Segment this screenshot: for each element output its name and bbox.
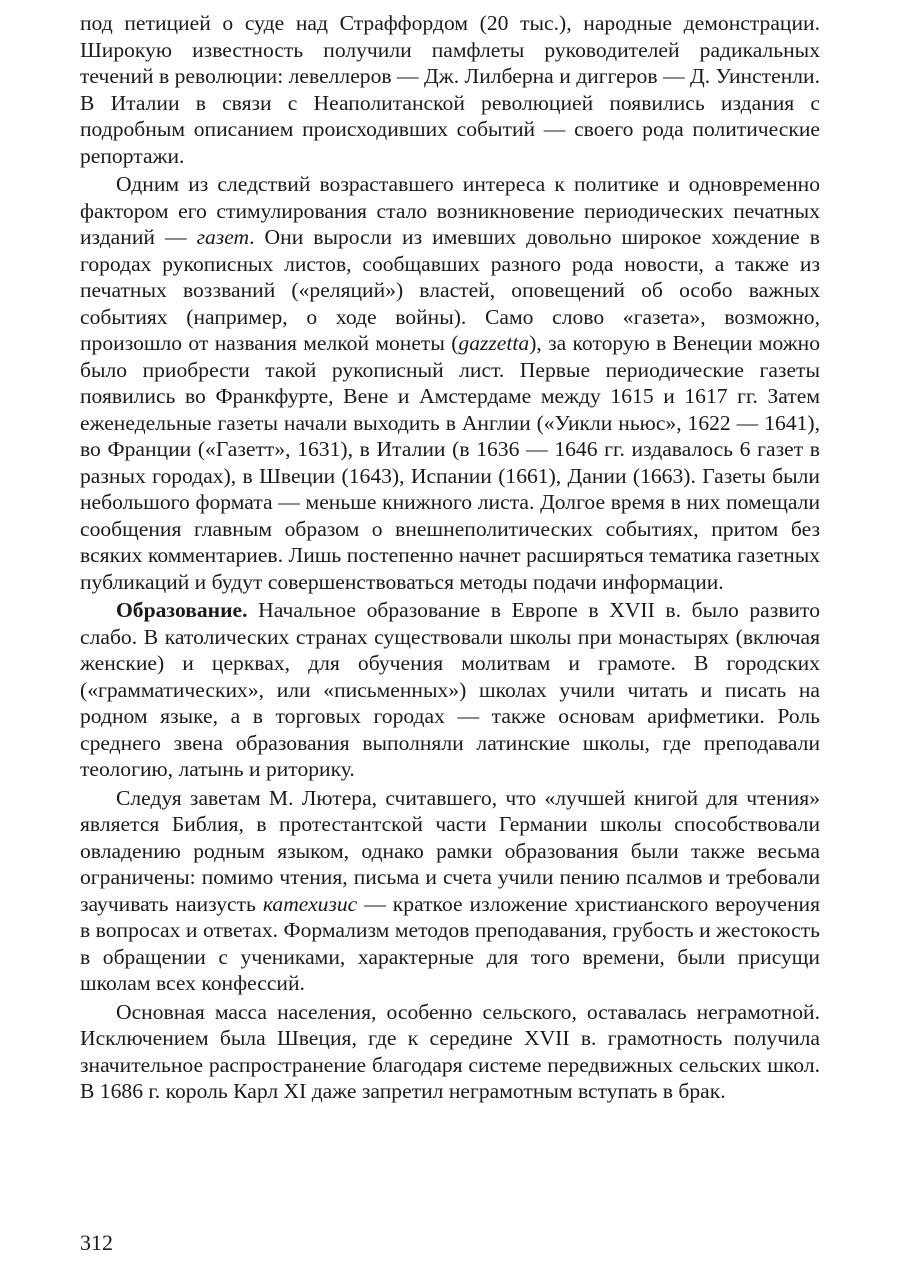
section-heading-education: Образование. — [116, 598, 248, 622]
literacy-text: Основная масса населения, особенно сельского, оставалась неграмотной. Исключением была Швеция, где к середине XVII в. грамотность получила значительное распространение благодаря системе передвижных сельских школ. В 1686 г. король Карл XI даже запретил неграмотным вступать в брак. — [80, 999, 820, 1103]
page-body — [80, 10, 820, 1105]
newspapers-text-3: ), за которую в Венеции можно было приобрести такой рукописный лист. Первые периодические газеты появились во Франкфурте, Вене и Амстердаме между 1615 и 1617 гг. Затем еженедельные газеты начали выходить в Англии («Уикли ньюс», 1622 — 1641), во Франции («Газетт», 1631), в Италии (в 1636 — 1646 гг. издавалось 6 газет в разных городах), в Швеции (1643), Испании (1661), Дании (1663). Газеты были небольшого формата — меньше книжного листа. Долгое время в них помещали сообщения главным образом о внешнеполитических событиях, притом без всяких комментариев. Лишь постепенно начнет расширяться тематика газетных публикаций и будут совершенствоваться методы подачи информации. — [80, 331, 820, 594]
term-gazety: газет — [196, 225, 250, 249]
paragraph-newspapers — [80, 171, 820, 595]
paragraph-education — [80, 597, 820, 783]
newspapers-text-2: . Они выросли из имевших довольно широкое хождение в городах рукописных листов, сообщавших разного рода новости, а также из печатных воззваний («реляций») властей, оповещений об особо важных событиях (например, о ходе войны). Само слово «газета», возможно, произошло от названия мелкой монеты ( — [80, 225, 820, 355]
luther-text-2: — краткое изложение христианского вероучения в вопросах и ответах. Формализм методов преподавания, грубость и жестокость в обращении с учениками, характерные для того времени, были присущи школам всех конфессий. — [80, 891, 820, 995]
paragraph-luther — [80, 785, 820, 997]
paragraph-petition — [80, 10, 820, 169]
term-gazzetta: gazzetta — [458, 331, 530, 355]
luther-text-1: Следуя заветам М. Лютера, считавшего, что «лучшей книгой для чтения» является Библия, в протестантской части Германии школы способствовали овладению родным языком, однако рамки образования были также весьма ограничены: помимо чтения, письма и счета учили пению псалмов и требовали заучивать наизусть — [80, 785, 820, 916]
education-text: Начальное образование в Европе в XVII в. было развито слабо. В католических странах существовали школы при монастырях (включая женские) и церквах, для обучения молитвам и грамоте. В городских («грамматических», или «письменных») школах учили читать и писать на родном языке, а в торговых городах — также основам арифметики. Роль среднего звена образования выполняли латинские школы, где преподавали теологию, латынь и риторику. — [80, 598, 820, 781]
paragraph-literacy — [80, 999, 820, 1105]
newspapers-text-1: Одним из следствий возраставшего интереса к политике и одновременно фактором его стимулирования стало возникновение периодических печатных изданий — — [80, 172, 820, 249]
page-number: 312 — [80, 1230, 113, 1255]
paragraph-petition-text: под петицией о суде над Страффордом (20 тыс.), народные демонстрации. Широкую известность получили памфлеты руководителей радикальных течений в революции: левеллеров — Дж. Лилберна и диггеров — Д. Уинстенли. В Италии в связи с Неаполитанской революцией появились издания с подробным описанием происходивших событий — своего рода политические репортажи. — [80, 11, 820, 168]
term-katekhizis: катехизис — [262, 891, 358, 916]
